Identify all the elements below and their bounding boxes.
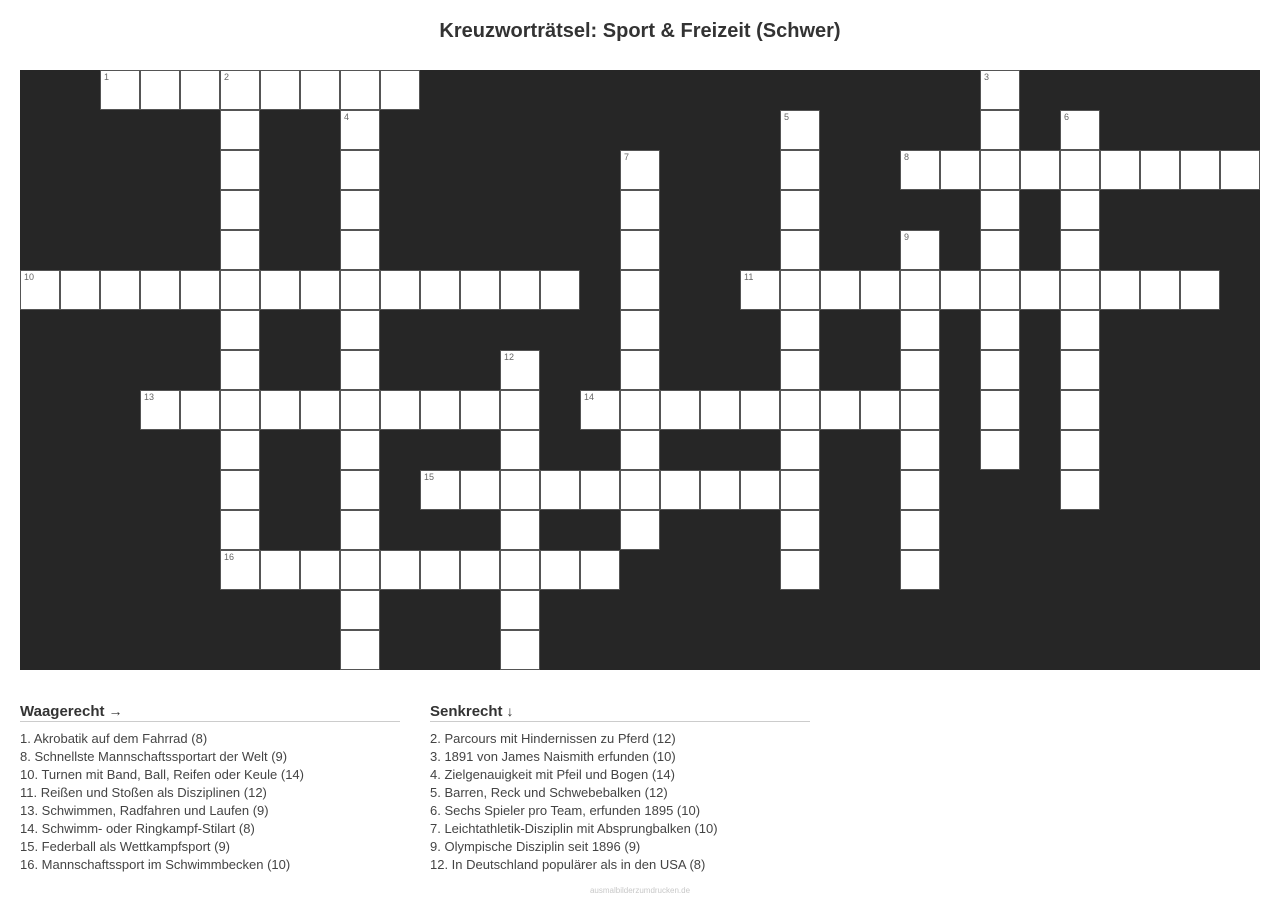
across-clue: 15. Federball als Wettkampfsport (9) bbox=[20, 839, 231, 854]
grid-cell[interactable] bbox=[220, 270, 260, 310]
grid-cell[interactable] bbox=[300, 70, 340, 110]
grid-cell[interactable] bbox=[820, 270, 860, 310]
grid-cell[interactable] bbox=[540, 270, 580, 310]
grid-cell[interactable] bbox=[820, 390, 860, 430]
grid-cell[interactable] bbox=[900, 150, 940, 190]
grid-cell[interactable] bbox=[660, 470, 700, 510]
grid-cell[interactable] bbox=[620, 430, 660, 470]
grid-cell[interactable] bbox=[580, 390, 620, 430]
down-clues-panel bbox=[430, 702, 810, 874]
grid-cell[interactable] bbox=[300, 270, 340, 310]
grid-cell[interactable] bbox=[140, 270, 180, 310]
grid-cell[interactable] bbox=[220, 110, 260, 150]
clue-number: 15 bbox=[424, 472, 435, 482]
grid-cell[interactable] bbox=[460, 550, 500, 590]
grid-cell[interactable] bbox=[340, 390, 380, 430]
grid-cell[interactable] bbox=[1180, 270, 1220, 310]
grid-cell[interactable] bbox=[660, 390, 700, 430]
down-clue: 7. Leichtathletik-Disziplin mit Absprungbalken (10) bbox=[430, 821, 718, 836]
grid-cell[interactable] bbox=[700, 470, 740, 510]
down-clue: 4. Zielgenauigkeit mit Pfeil und Bogen (14) bbox=[430, 767, 675, 782]
across-heading-label: Waagerecht bbox=[20, 703, 105, 720]
grid-cell[interactable] bbox=[340, 470, 380, 510]
grid-cell[interactable] bbox=[780, 270, 820, 310]
grid-cell[interactable] bbox=[220, 190, 260, 230]
grid-cell[interactable] bbox=[300, 550, 340, 590]
grid-cell[interactable] bbox=[980, 230, 1020, 270]
grid-cell[interactable] bbox=[420, 470, 460, 510]
clue-number: 8 bbox=[904, 152, 910, 162]
grid-cell[interactable] bbox=[580, 550, 620, 590]
grid-cell[interactable] bbox=[980, 390, 1020, 430]
grid-cell[interactable] bbox=[220, 510, 260, 550]
grid-cell[interactable] bbox=[780, 510, 820, 550]
clue-number: 14 bbox=[584, 392, 595, 402]
grid-cell[interactable] bbox=[460, 470, 500, 510]
across-heading bbox=[20, 702, 400, 722]
grid-cell[interactable] bbox=[860, 270, 900, 310]
grid-cell[interactable] bbox=[380, 70, 420, 110]
grid-cell[interactable] bbox=[620, 470, 660, 510]
grid-cell[interactable] bbox=[900, 510, 940, 550]
grid-cell[interactable] bbox=[780, 110, 820, 150]
grid-cell[interactable] bbox=[140, 390, 180, 430]
down-clue: 2. Parcours mit Hindernissen zu Pferd (12) bbox=[430, 731, 676, 746]
grid-cell[interactable] bbox=[1060, 270, 1100, 310]
grid-cell[interactable] bbox=[900, 470, 940, 510]
grid-cell[interactable] bbox=[980, 430, 1020, 470]
grid-cell[interactable] bbox=[500, 590, 540, 630]
grid-cell[interactable] bbox=[940, 270, 980, 310]
grid-cell[interactable] bbox=[340, 270, 380, 310]
grid-cell[interactable] bbox=[420, 550, 460, 590]
grid-cell[interactable] bbox=[620, 270, 660, 310]
grid-cell[interactable] bbox=[500, 470, 540, 510]
grid-cell[interactable] bbox=[220, 310, 260, 350]
grid-cell[interactable] bbox=[900, 390, 940, 430]
grid-cell[interactable] bbox=[780, 350, 820, 390]
clue-number: 12 bbox=[504, 352, 515, 362]
grid-cell[interactable] bbox=[220, 550, 260, 590]
down-clue: 6. Sechs Spieler pro Team, erfunden 1895 (10) bbox=[430, 803, 701, 818]
across-clue: 16. Mannschaftssport im Schwimmbecken (10) bbox=[20, 857, 291, 872]
footer-watermark: ausmalbilderzumdrucken.de bbox=[589, 886, 691, 895]
grid-cell[interactable] bbox=[780, 230, 820, 270]
arrow-right-icon: → bbox=[108, 703, 123, 719]
across-clue-list bbox=[20, 730, 400, 874]
grid-cell[interactable] bbox=[340, 430, 380, 470]
grid-cell[interactable] bbox=[500, 630, 540, 670]
grid-cell[interactable] bbox=[780, 390, 820, 430]
grid-cell[interactable] bbox=[780, 150, 820, 190]
grid-cell[interactable] bbox=[500, 270, 540, 310]
clue-number: 3 bbox=[984, 72, 990, 82]
grid-cell[interactable] bbox=[460, 390, 500, 430]
grid-cell[interactable] bbox=[980, 110, 1020, 150]
grid-cell[interactable] bbox=[1020, 150, 1060, 190]
grid-cell[interactable] bbox=[340, 110, 380, 150]
grid-cell[interactable] bbox=[1140, 270, 1180, 310]
across-clue: 11. Reißen und Stoßen als Disziplinen (12) bbox=[20, 785, 267, 800]
grid-cell[interactable] bbox=[740, 470, 780, 510]
across-clue: 1. Akrobatik auf dem Fahrrad (8) bbox=[20, 731, 208, 746]
grid-cell[interactable] bbox=[740, 390, 780, 430]
grid-cell[interactable] bbox=[580, 470, 620, 510]
grid-cell[interactable] bbox=[220, 230, 260, 270]
grid-cell[interactable] bbox=[780, 430, 820, 470]
grid-cell[interactable] bbox=[1060, 110, 1100, 150]
across-clues-panel bbox=[20, 702, 400, 874]
clue-number: 9 bbox=[904, 232, 910, 242]
clue-number: 16 bbox=[224, 552, 235, 562]
grid-cell[interactable] bbox=[420, 270, 460, 310]
clue-number: 11 bbox=[744, 272, 754, 282]
grid-cell[interactable] bbox=[980, 350, 1020, 390]
grid-cell[interactable] bbox=[1020, 270, 1060, 310]
clue-number: 7 bbox=[624, 152, 630, 162]
grid-cell[interactable] bbox=[1220, 150, 1260, 190]
grid-cell[interactable] bbox=[740, 270, 780, 310]
grid-cell[interactable] bbox=[420, 390, 460, 430]
grid-cell[interactable] bbox=[380, 390, 420, 430]
grid-cell[interactable] bbox=[380, 550, 420, 590]
across-clue: 14. Schwimm- oder Ringkampf-Stilart (8) bbox=[20, 821, 255, 836]
grid-cell[interactable] bbox=[500, 430, 540, 470]
grid-cell[interactable] bbox=[180, 270, 220, 310]
grid-cell[interactable] bbox=[500, 510, 540, 550]
clue-number: 10 bbox=[24, 272, 35, 282]
down-clue-list bbox=[430, 730, 810, 874]
grid-cell[interactable] bbox=[1060, 430, 1100, 470]
grid-cell[interactable] bbox=[340, 630, 380, 670]
grid-cell[interactable] bbox=[900, 350, 940, 390]
grid-cell[interactable] bbox=[1060, 150, 1100, 190]
grid-cell[interactable] bbox=[300, 390, 340, 430]
grid-cell[interactable] bbox=[340, 350, 380, 390]
grid-cell[interactable] bbox=[220, 350, 260, 390]
grid-cell[interactable] bbox=[1100, 150, 1140, 190]
grid-cell[interactable] bbox=[780, 470, 820, 510]
across-clue: 13. Schwimmen, Radfahren und Laufen (9) bbox=[20, 803, 269, 818]
grid-cell[interactable] bbox=[220, 470, 260, 510]
grid-cell[interactable] bbox=[1060, 390, 1100, 430]
grid-cell[interactable] bbox=[340, 150, 380, 190]
grid-cell[interactable] bbox=[140, 70, 180, 110]
grid-cell[interactable] bbox=[1100, 270, 1140, 310]
grid-cell[interactable] bbox=[700, 390, 740, 430]
grid-cell[interactable] bbox=[100, 270, 140, 310]
clue-number: 6 bbox=[1064, 112, 1070, 122]
grid-cell[interactable] bbox=[340, 590, 380, 630]
grid-cell[interactable] bbox=[980, 270, 1020, 310]
grid-cell[interactable] bbox=[620, 310, 660, 350]
grid-cell[interactable] bbox=[180, 70, 220, 110]
crossword-grid bbox=[20, 70, 1260, 670]
grid-cell[interactable] bbox=[60, 270, 100, 310]
grid-cell[interactable] bbox=[1060, 350, 1100, 390]
grid-cell[interactable] bbox=[940, 150, 980, 190]
grid-cell[interactable] bbox=[380, 270, 420, 310]
grid-cell[interactable] bbox=[260, 550, 300, 590]
grid-cell[interactable] bbox=[900, 550, 940, 590]
grid-cell[interactable] bbox=[340, 190, 380, 230]
grid-cell[interactable] bbox=[340, 550, 380, 590]
down-clue: 5. Barren, Reck und Schwebebalken (12) bbox=[430, 785, 668, 800]
grid-cell[interactable] bbox=[620, 190, 660, 230]
grid-cell[interactable] bbox=[540, 550, 580, 590]
grid-cell[interactable] bbox=[780, 550, 820, 590]
clue-number: 5 bbox=[784, 112, 790, 122]
grid-cell[interactable] bbox=[620, 230, 660, 270]
grid-cell[interactable] bbox=[460, 270, 500, 310]
down-clue: 3. 1891 von James Naismith erfunden (10) bbox=[430, 749, 676, 764]
down-heading bbox=[430, 702, 810, 722]
grid-cell[interactable] bbox=[620, 350, 660, 390]
grid-cell[interactable] bbox=[980, 310, 1020, 350]
down-heading-label: Senkrecht bbox=[430, 703, 503, 720]
grid-cell[interactable] bbox=[220, 150, 260, 190]
grid-cell[interactable] bbox=[1140, 150, 1180, 190]
grid-cell[interactable] bbox=[780, 190, 820, 230]
grid-cell[interactable] bbox=[620, 150, 660, 190]
grid-cell[interactable] bbox=[220, 430, 260, 470]
grid-cell[interactable] bbox=[1060, 190, 1100, 230]
grid-cell[interactable] bbox=[260, 270, 300, 310]
grid-cell[interactable] bbox=[900, 230, 940, 270]
clue-number: 2 bbox=[224, 72, 230, 82]
grid-cell[interactable] bbox=[260, 70, 300, 110]
grid-cell[interactable] bbox=[620, 510, 660, 550]
down-clue: 12. In Deutschland populärer als in den USA (8) bbox=[430, 857, 706, 872]
grid-cell[interactable] bbox=[500, 350, 540, 390]
grid-cell[interactable] bbox=[220, 390, 260, 430]
arrow-down-icon: ↓ bbox=[506, 703, 514, 719]
across-clue: 10. Turnen mit Band, Ball, Reifen oder Keule (14) bbox=[20, 767, 304, 782]
grid-cell[interactable] bbox=[980, 150, 1020, 190]
grid-cell[interactable] bbox=[540, 470, 580, 510]
down-clue: 9. Olympische Disziplin seit 1896 (9) bbox=[430, 839, 641, 854]
grid-cell[interactable] bbox=[500, 390, 540, 430]
clue-number: 1 bbox=[104, 72, 110, 82]
grid-cell[interactable] bbox=[180, 390, 220, 430]
grid-cell[interactable] bbox=[900, 270, 940, 310]
grid-cell[interactable] bbox=[260, 390, 300, 430]
grid-cell[interactable] bbox=[1060, 310, 1100, 350]
clue-number: 4 bbox=[344, 112, 350, 122]
grid-cell[interactable] bbox=[100, 70, 140, 110]
grid-cell[interactable] bbox=[1180, 150, 1220, 190]
grid-cell[interactable] bbox=[340, 310, 380, 350]
grid-cell[interactable] bbox=[340, 510, 380, 550]
grid-cell[interactable] bbox=[900, 430, 940, 470]
grid-cell[interactable] bbox=[620, 390, 660, 430]
grid-cell[interactable] bbox=[1060, 470, 1100, 510]
clue-number: 13 bbox=[144, 392, 155, 402]
grid-cell[interactable] bbox=[220, 70, 260, 110]
grid-cell[interactable] bbox=[860, 390, 900, 430]
puzzle-title: Kreuzworträtsel: Sport & Freizeit (Schwer) bbox=[439, 20, 841, 42]
grid-cell[interactable] bbox=[1060, 230, 1100, 270]
grid-cell[interactable] bbox=[980, 190, 1020, 230]
across-clue: 8. Schnellste Mannschaftssportart der Welt (9) bbox=[20, 749, 288, 764]
grid-cell[interactable] bbox=[20, 270, 60, 310]
grid-cell[interactable] bbox=[780, 310, 820, 350]
grid-cell[interactable] bbox=[340, 70, 380, 110]
grid-cell[interactable] bbox=[500, 550, 540, 590]
grid-cell[interactable] bbox=[980, 70, 1020, 110]
grid-cell[interactable] bbox=[900, 310, 940, 350]
grid-cell[interactable] bbox=[340, 230, 380, 270]
